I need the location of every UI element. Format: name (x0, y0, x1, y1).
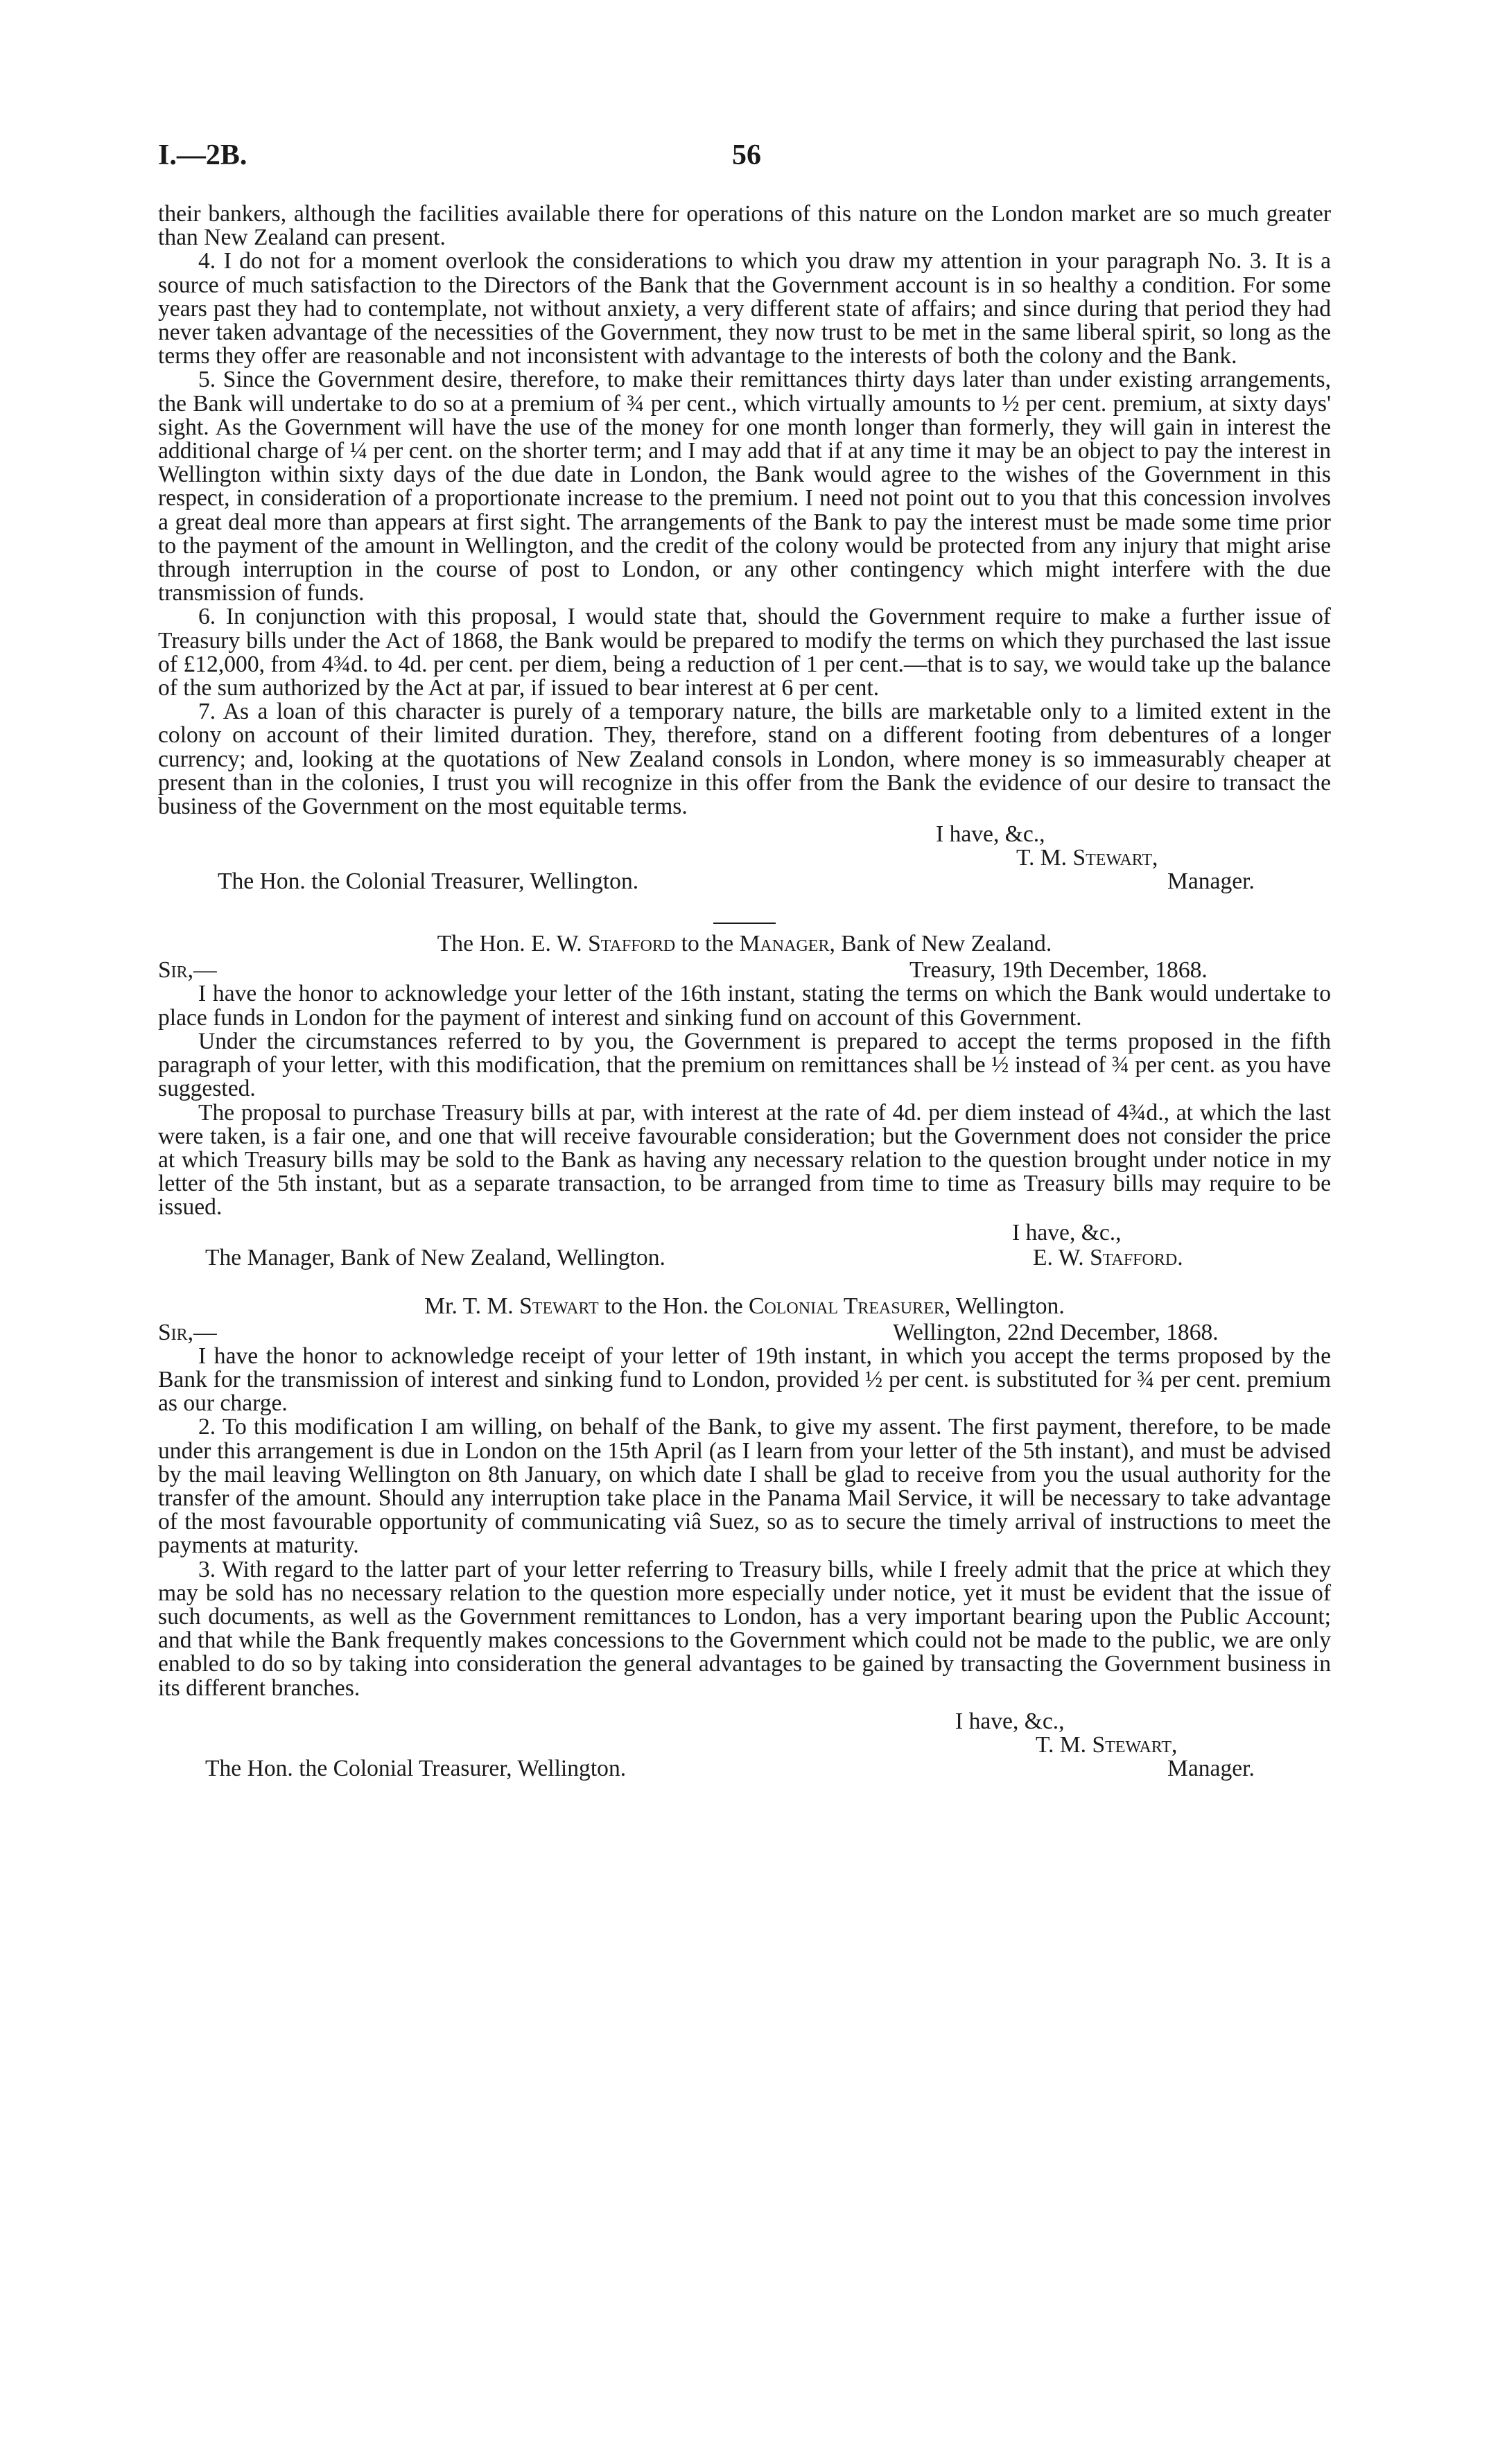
letter2-paragraph-3: The proposal to purchase Treasury bills at par, with interest at the rate of 4d. per diem instead of 4¾d., at which the last were taken, is a fair one, and one that will receive favourable consideration; but the Government does not consider the price at which Treasury bills may be sold to the Bank as having any necessary relation to the question brought under notice in my letter of the 5th instant, but as a separate transaction, to be arranged from time to time as Treasury bills may require to be issued. (158, 1099, 1331, 1221)
letter3-place-date: Wellington, 22nd December, 1868. (893, 1319, 1219, 1345)
page-number: 56 (732, 139, 761, 171)
letter2-place-date: Treasury, 19th December, 1868. (909, 957, 1208, 984)
letter1-paragraph-4: 4. I do not for a moment overlook the considerations to which you draw my attention in your paragraph No. 3. It is a source of much satisfaction to the Directors of the Bank that the Government account is in so healthy a condition. For some years past they had to contemplate, not without anxiety, a very different state of affairs; and since during that period they had never taken advantage of the necessities of the Government, they now trust to be met in the same liberal spirit, so long as the terms they offer are reasonable and not inconsistent with advantage to the interests of both the colony and the Bank. (158, 248, 1331, 369)
letter3-signatory-title: Manager. (1167, 1755, 1255, 1781)
letter2-addressee: The Manager, Bank of New Zealand, Wellington. (205, 1244, 665, 1270)
page-body (158, 202, 1331, 1794)
letter2-recipient: Manager, (739, 931, 835, 957)
letter3-salutation: Sir,— (158, 1319, 217, 1345)
letter3-paragraph-1: I have the honor to acknowledge receipt of your letter of 19th instant, in which you accept the terms proposed by the Bank for the transmission of interest and sinking fund to London, provided ½ per cent. is substituted for ¾ per cent. premium as our charge. (158, 1343, 1331, 1417)
document-reference: I.—2B. (158, 139, 247, 171)
letter3-recipient: Colonial Treasurer, (749, 1293, 951, 1319)
letter3-paragraph-3: 3. With regard to the latter part of your letter referring to Treasury bills, while I freely admit that the price at which they may be sold has no necessary relation to the question more especially under notice, yet it must be evident that the issue of such documents, as well as the Government remittances to London, has a very important bearing upon the Public Account; and that while the Bank frequently makes concessions to the Government which could not be made to the public, we are only enabled to do so by taking into consideration the general advantages to be gained by transacting the Government business in its different branches. (158, 1556, 1331, 1701)
letter3-addressee: The Hon. the Colonial Treasurer, Wellington. (205, 1755, 627, 1781)
page-header (158, 139, 1330, 180)
letter3-sender: Stewart (519, 1293, 599, 1319)
letter1-paragraph-5: 5. Since the Government desire, therefore, to make their remittances thirty days later than under existing arrangements, the Bank will undertake to do so at a premium of ¾ per cent., which virtually amounts to ½ per cent. premium, at sixty days' sight. As the Government will have the use of the money for one month longer than formerly, they will gain in interest the additional charge of ¼ per cent. on the shorter term; and I may add that if at any time it may be an object to pay the interest in Wellington within sixty days of the due date in London, the Bank would agree to the wishes of the Government in this respect, in consideration of a proportionate increase to the premium. I need not point out to you that this concession involves a great deal more than appears at first sight. The arrangements of the Bank to pay the interest must be made some time prior to the payment of the amount in Wellington, and the credit of the colony would be protected from any injury that might arise through interruption in the course of post to London, or any other contingency which might interfere with the due transmission of funds. (158, 367, 1331, 606)
letter3-title: Mr. T. M. Stewart to the Hon. the Colonial Treasurer, Wellington. (424, 1293, 1065, 1319)
letter2-title: The Hon. E. W. Stafford to the Manager, Bank of New Zealand. (437, 931, 1052, 957)
letter2-sender: Stafford (588, 931, 676, 957)
letter1-addressee: The Hon. the Colonial Treasurer, Wellington. (218, 868, 639, 895)
letter3-closing: I have, &c., (955, 1708, 1065, 1734)
letter1-closing: I have, &c., (936, 821, 1045, 848)
letter2-signature-block (158, 1220, 1331, 1286)
letter3-paragraph-2: 2. To this modification I am willing, on behalf of the Bank, to give my assent. The first payment, therefore, to be made under this arrangement is due in London on the 15th April (as I learn from your letter of the 5th instant), and must be advised by the mail leaving Wellington on 8th January, on which date I shall be glad to receive from you the usual authority for the transfer of the amount. Should any interruption take place in the Panama Mail Service, it will be necessary to take advantage of the most favourable opportunity of communicating viâ Suez, so as to secure the timely arrival of instructions to meet the payments at maturity. (158, 1414, 1331, 1559)
letter1-signatory: T. M. Stewart, (1016, 845, 1158, 871)
letter2-signatory: E. W. Stafford. (1033, 1244, 1183, 1270)
letter1-continued-paragraph: their bankers, although the facilities available there for operations of this nature on the London market are so much greater than New Zealand can present. (158, 201, 1331, 251)
letter2-paragraph-1: I have the honor to acknowledge your letter of the 16th instant, stating the terms on which the Bank would undertake to place funds in London for the payment of interest and sinking fund on account of this Government. (158, 981, 1331, 1031)
letter1-paragraph-7: 7. As a loan of this character is purely of a temporary nature, the bills are marketable only to a limited extent in the colony on account of their limited duration. They, therefore, stand on a different footing from debentures of a longer currency; and, looking at the quotations of New Zealand consols in London, where money is so immeasurably cheaper at present than in the colonies, I trust you will recognize in this offer from the Bank the evidence of our desire to transact the business of the Government on the most equitable terms. (158, 699, 1331, 820)
section-divider (713, 923, 776, 924)
letter1-signatory-title: Manager. (1167, 868, 1255, 895)
letter2-salutation: Sir,— (158, 957, 217, 984)
letter3-signature-block (158, 1700, 1331, 1794)
letter1-signature-block (158, 819, 1331, 913)
letter2-salutation-row (158, 959, 1331, 982)
letter2-closing: I have, &c., (1012, 1219, 1122, 1246)
letter2-paragraph-2: Under the circumstances referred to by you, the Government is prepared to accept the terms proposed in the fifth paragraph of your letter, with this modification, that the premium on remittances shall be ½ instead of ¾ per cent. as you have suggested. (158, 1028, 1331, 1102)
letter1-paragraph-6: 6. In conjunction with this proposal, I would state that, should the Government require to make a further issue of Treasury bills under the Act of 1868, the Bank would be prepared to modify the terms on which they purchased the last issue of £12,000, from 4¾d. to 4d. per cent. per diem, being a reduction of 1 per cent.—that is to say, we would take up the balance of the sum authorized by the Act at par, if issued to bear interest at 6 per cent. (158, 604, 1331, 701)
letter3-signatory: T. M. Stewart, (1036, 1731, 1178, 1758)
letter3-salutation-row (158, 1321, 1331, 1345)
